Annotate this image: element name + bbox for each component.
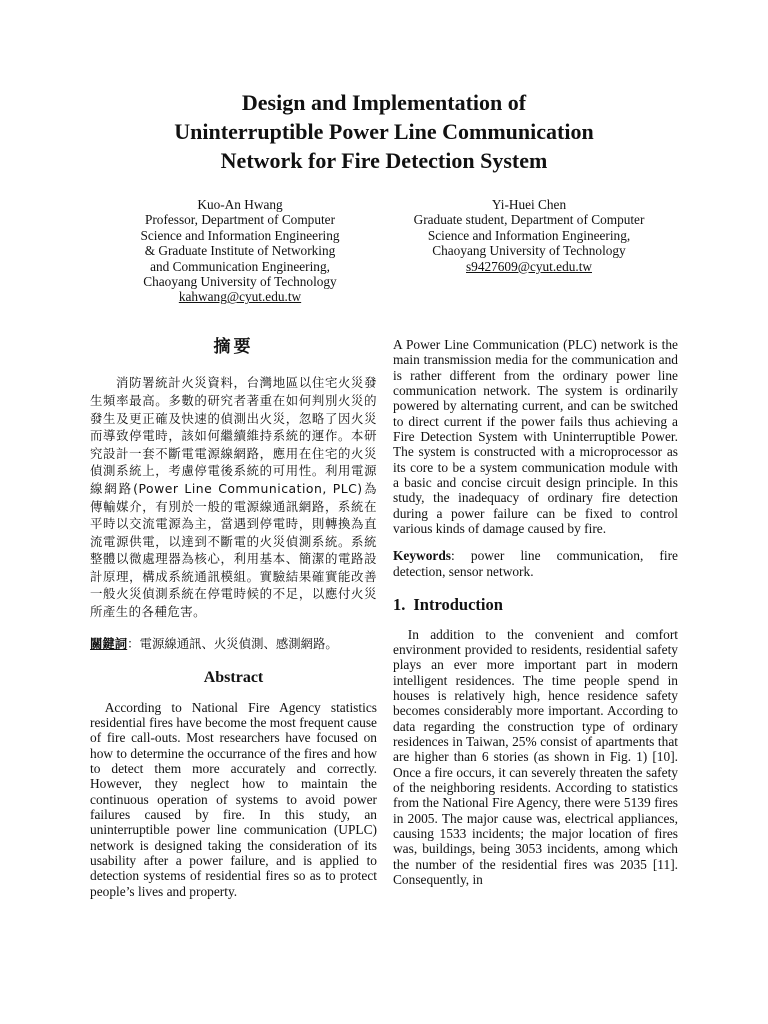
chinese-keywords-text: ：電源線通訊、火災偵測、感測網路。 bbox=[127, 635, 338, 651]
title-line-2: Uninterruptible Power Line Communication bbox=[174, 119, 594, 144]
chinese-keywords bbox=[90, 635, 377, 653]
keywords bbox=[393, 548, 678, 579]
right-column bbox=[393, 337, 678, 887]
abstract-heading: Abstract bbox=[203, 669, 264, 687]
chinese-abstract-body: 消防署統計火災資料，台灣地區以住宅火災發生頻率最高。多數的研究者著重在如何判別火災的發生及更正確及快速的偵測出火災，忽略了因火災而導致停電時，該如何繼續維持系統的運作。本研究設計一套不斷電電源線網路，應用在住宅的火災偵測系統上，考慮停電後系統的可用性。利用電源線網路(Power Line Communication, PLC)為傳輸媒介，有別於一般的電源線通訊網路，系統在平時以交流電源為主，當遇到停電時，則轉換為直流電源供電，以達到不斷電的火災偵測系統。系統整體以微處理器為核心，利用基本、簡潔的電路設計原理，構成系統通訊模組。實驗結果確實能改善一般火災偵測系統在停電時候的不足，以應付火災所產生的各種危害。 bbox=[90, 375, 377, 620]
author-block-1 bbox=[120, 197, 360, 305]
author-name: Yi-Huei Chen bbox=[491, 197, 567, 212]
author-affiliation: Graduate student, Department of Computer bbox=[413, 212, 645, 228]
abstract-body: According to National Fire Agency statistics residential fires have become the most frequent cause of fire call-outs. Most researchers have focused on how to determine the occurrance of the fires and how to detect them more accurately and correctly. However, they neglect how to maintain the continuous operation of systems to avoid power failures caused by fire. In this study, an uninterruptible power line communication (UPLC) network is designed taking the consideration of its usability after a power failure, and is applied to detection systems of residential fires so as to protect people’s lives and property. bbox=[90, 699, 377, 899]
introduction-body: In addition to the convenient and comfort environment provided to residents, residential safety plays an ever more important part in modern intelligent residences. The time people spend in houses is relatively high, hence residence safety becomes considerably more important. According to data regarding the construction type of ordinary residences in Taiwan, 25% consist of apartments that are higher than 6 stories (as shown in Fig. 1) [10]. Once a fire occurs, it can severely threaten the safety of the neighboring residents. According to statistics from the National Fire Agency, there were 5139 fires in 2005. The major cause was, electrical appliances, causing 1533 incidents; the major location of fires was, buildings, being 3053 incidents, among which the number of the residential fires was 2035 [11]. Consequently, in bbox=[393, 626, 678, 887]
chinese-abstract-heading: 摘要 bbox=[213, 337, 254, 356]
author-affiliation: Chaoyang University of Technology bbox=[432, 243, 626, 259]
author-affiliation: & Graduate Institute of Networking bbox=[144, 243, 336, 259]
abstract-continued: A Power Line Communication (PLC) network is the main transmission media for the communication and is rather different from the ordinary power line communication network. The system is ordinarily powered by alternating current, and can be switched to direct current if the power fails thus achieving a Fire Detection System with Uninterruptible Power. The system is constructed with a microprocessor as its core to be a system communication module with a basic and concise circuit design principle. In this study, the inadequacy of ordinary fire detection during a power failure can be fixed to control various kinds of damage caused by fire. bbox=[393, 337, 678, 537]
author-block-2 bbox=[400, 197, 658, 274]
author-email-link[interactable]: kahwang@cyut.edu.tw bbox=[178, 289, 302, 305]
author-affiliation: Science and Information Engineering, bbox=[427, 227, 631, 243]
author-email-link[interactable]: s9427609@cyut.edu.tw bbox=[466, 258, 592, 274]
keywords-label: Keywords bbox=[393, 548, 452, 564]
author-affiliation: Chaoyang University of Technology bbox=[143, 274, 337, 290]
keywords-text: : power line communication, fire detection, sensor network. bbox=[393, 548, 678, 579]
author-name: Kuo-An Hwang bbox=[197, 197, 283, 212]
author-affiliation: and Communication Engineering, bbox=[150, 258, 330, 274]
title-line-1: Design and Implementation of bbox=[241, 90, 527, 115]
section-number: 1. bbox=[393, 595, 406, 615]
section-title: Introduction bbox=[413, 595, 503, 615]
paper-title bbox=[0, 88, 768, 175]
chinese-keywords-label: 關鍵詞 bbox=[90, 635, 128, 651]
section-heading-introduction bbox=[393, 595, 678, 615]
author-affiliation: Professor, Department of Computer bbox=[144, 212, 335, 228]
left-column bbox=[90, 339, 377, 899]
title-line-3: Network for Fire Detection System bbox=[220, 148, 548, 173]
author-affiliation: Science and Information Engineering bbox=[140, 227, 340, 243]
